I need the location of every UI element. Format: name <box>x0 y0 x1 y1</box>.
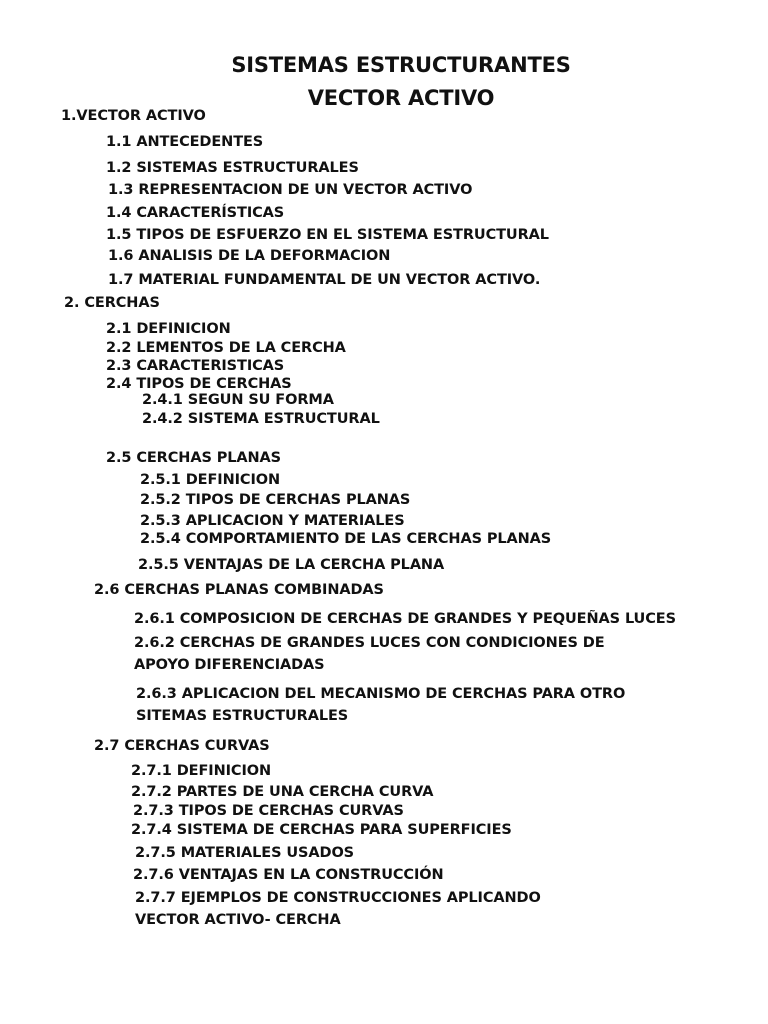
toc-item-2-4: 2.4 TIPOS DE CERCHAS <box>106 376 292 392</box>
toc-item-2-7-5: 2.7.5 MATERIALES USADOS <box>135 845 355 861</box>
toc-item-2-7-4: 2.7.4 SISTEMA DE CERCHAS PARA SUPERFICIES <box>131 822 512 838</box>
toc-item-1-1: 1.1 ANTECEDENTES <box>106 134 264 150</box>
toc-item-1-5: 1.5 TIPOS DE ESFUERZO EN EL SISTEMA ESTRUCTURAL <box>106 227 549 243</box>
document-title: SISTEMAS ESTRUCTURANTES <box>231 53 571 77</box>
toc-item-2-7: 2.7 CERCHAS CURVAS <box>94 738 270 754</box>
document-subtitle: VECTOR ACTIVO <box>307 86 495 110</box>
toc-item-2-6: 2.6 CERCHAS PLANAS COMBINADAS <box>94 582 384 598</box>
toc-item-2-4-2: 2.4.2 SISTEMA ESTRUCTURAL <box>142 411 380 427</box>
toc-item-2-7-3: 2.7.3 TIPOS DE CERCHAS CURVAS <box>133 803 404 819</box>
toc-item-2-7-7: 2.7.7 EJEMPLOS DE CONSTRUCCIONES APLICANDO VECTOR ACTIVO- CERCHA <box>135 890 541 928</box>
toc-item-2-2: 2.2 LEMENTOS DE LA CERCHA <box>106 340 346 356</box>
toc-section-1: 1.VECTOR ACTIVO <box>61 108 206 124</box>
toc-item-2-5-5: 2.5.5 VENTAJAS DE LA CERCHA PLANA <box>138 557 445 573</box>
toc-item-2-3: 2.3 CARACTERISTICAS <box>106 358 285 374</box>
toc-item-2-5-1: 2.5.1 DEFINICION <box>140 472 281 488</box>
toc-section-2: 2. CERCHAS <box>64 295 160 311</box>
toc-item-1-7: 1.7 MATERIAL FUNDAMENTAL DE UN VECTOR ACTIVO. <box>108 272 541 288</box>
toc-item-1-6: 1.6 ANALISIS DE LA DEFORMACION <box>108 248 391 264</box>
toc-item-2-7-6: 2.7.6 VENTAJAS EN LA CONSTRUCCIÓN <box>133 867 444 883</box>
toc-item-1-4: 1.4 CARACTERÍSTICAS <box>106 205 285 221</box>
toc-item-2-6-3: 2.6.3 APLICACION DEL MECANISMO DE CERCHAS PARA OTRO SITEMAS ESTRUCTURALES <box>136 686 626 724</box>
toc-item-2-7-2: 2.7.2 PARTES DE UNA CERCHA CURVA <box>131 784 434 800</box>
toc-item-2-5-4: 2.5.4 COMPORTAMIENTO DE LAS CERCHAS PLANAS <box>140 531 552 547</box>
toc-item-2-7-1: 2.7.1 DEFINICION <box>131 763 272 779</box>
toc-item-2-5: 2.5 CERCHAS PLANAS <box>106 450 282 466</box>
toc-item-2-5-3: 2.5.3 APLICACION Y MATERIALES <box>140 513 405 529</box>
toc-item-1-2: 1.2 SISTEMAS ESTRUCTURALES <box>106 160 359 176</box>
toc-item-2-6-1: 2.6.1 COMPOSICION DE CERCHAS DE GRANDES Y PEQUEÑAS LUCES <box>134 611 676 627</box>
toc-item-2-4-1: 2.4.1 SEGUN SU FORMA <box>142 392 334 408</box>
toc-item-2-5-2: 2.5.2 TIPOS DE CERCHAS PLANAS <box>140 492 411 508</box>
toc-item-2-6-2: 2.6.2 CERCHAS DE GRANDES LUCES CON CONDICIONES DE APOYO DIFERENCIADAS <box>134 635 605 673</box>
toc-item-1-3: 1.3 REPRESENTACION DE UN VECTOR ACTIVO <box>108 182 473 198</box>
toc-item-2-1: 2.1 DEFINICION <box>106 321 231 337</box>
